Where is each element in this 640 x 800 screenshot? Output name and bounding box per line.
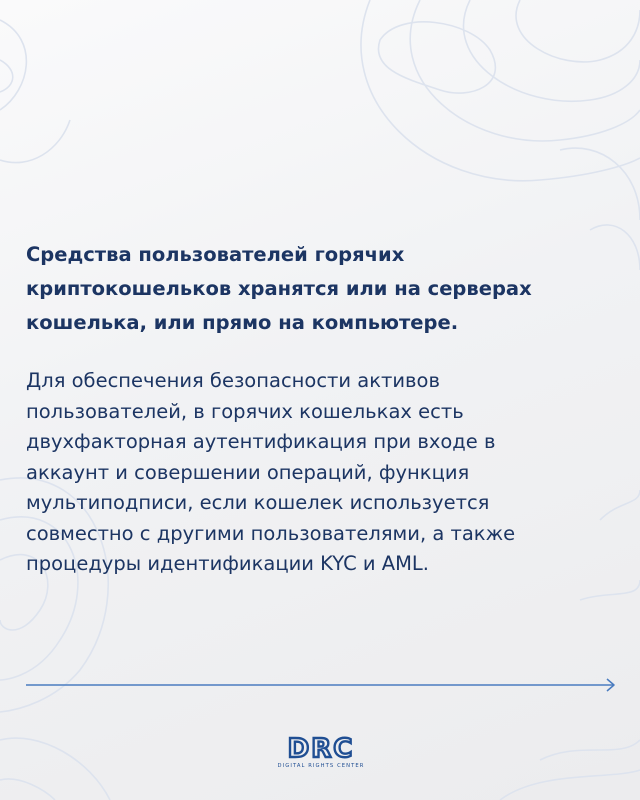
drc-logo: [266, 734, 376, 774]
body-line: двухфакторная аутентификация при входе в: [26, 430, 496, 453]
heading-line: криптокошельков хранятся или на серверах: [26, 277, 532, 300]
drc-logo-text: DRC: [287, 734, 355, 762]
body-line: мультиподписи, если кошелек используется: [26, 491, 490, 514]
heading-line: кошелька, или прямо на компьютере.: [26, 311, 459, 334]
heading: [26, 238, 626, 340]
body-line: пользователей, в горячих кошельках есть: [26, 399, 464, 423]
body-line: Для обеспечения безопасности активов: [26, 369, 440, 392]
arrow-right-icon[interactable]: [26, 676, 618, 694]
body-line: процедуры идентификации KYC и AML.: [26, 552, 429, 575]
drc-logo-mark: [266, 734, 376, 762]
body-paragraph: [26, 366, 626, 580]
heading-line: Средства пользователей горячих: [26, 243, 405, 266]
body-line: аккаунт и совершении операций, функция: [26, 460, 470, 484]
drc-logo-tagline: DIGITAL RIGHTS CENTER: [277, 763, 365, 769]
body-line: совместно с другими пользователями, а также: [26, 521, 516, 545]
